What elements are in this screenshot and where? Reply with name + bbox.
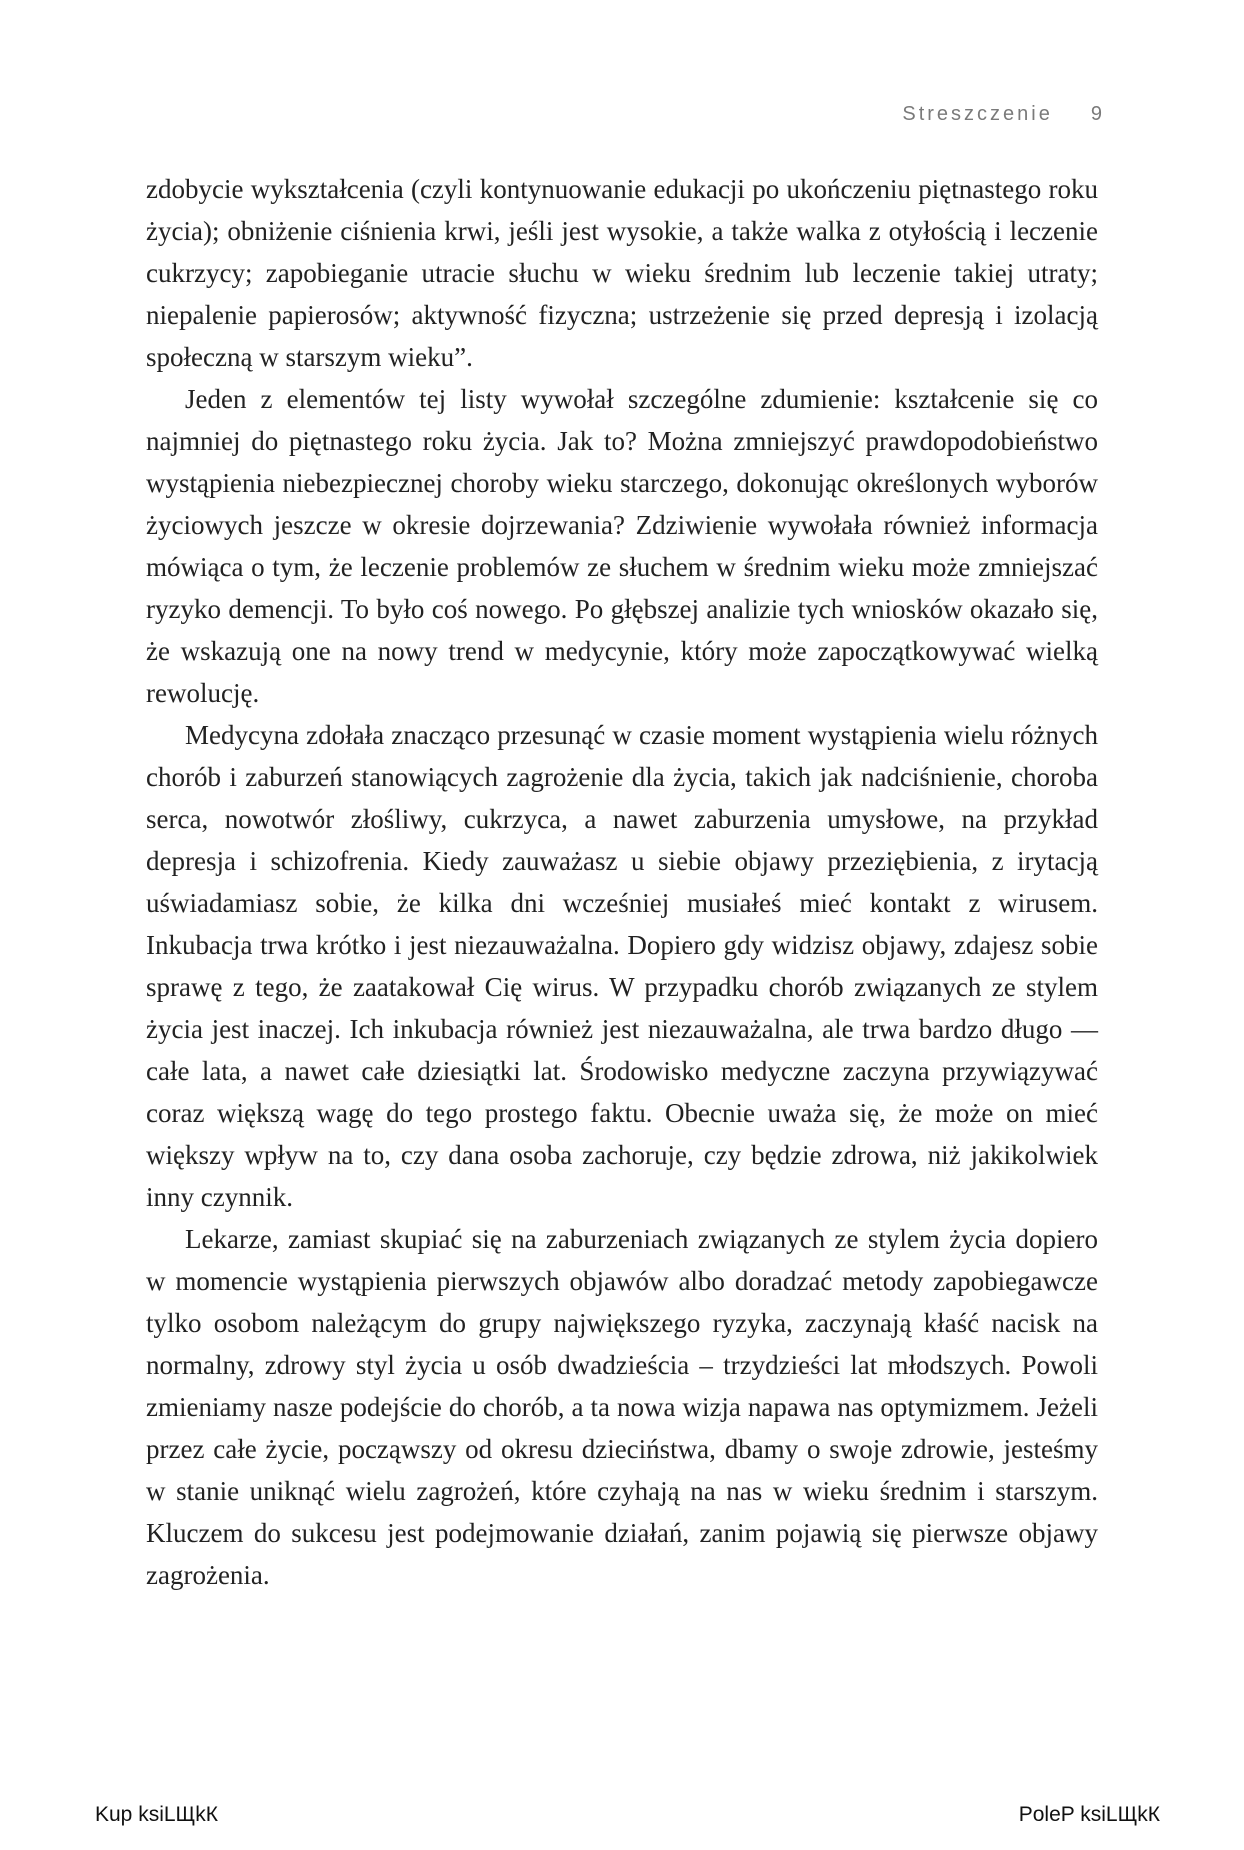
paragraph-2: Jeden z elementów tej listy wywołał szczególne zdumienie: kształcenie się co najmniej do piętnastego roku życia. Jak to? Można zmniejszyć prawdopodobieństwo wystąpienia niebezpiecznej choroby wieku starczego, dokonując określonych wyborów życiowych jeszcze w okresie dojrzewania? Zdziwienie wywołała również informacja mówiąca o tym, że leczenie problemów ze słuchem w średnim wieku może zmniejszać ryzyko demencji. To było coś nowego. Po głębszej analizie tych wniosków okazało się, że wskazują one na nowy trend w medycynie, który może zapoczątkowywać wielką rewolucję. — [146, 384, 1098, 708]
page-number: 9 — [1090, 103, 1102, 125]
running-head — [902, 103, 1102, 126]
paragraph-1: zdobycie wykształcenia (czyli kontynuowanie edukacji po ukończeniu piętnastego roku życia); obniżenie ciśnienia krwi, jeśli jest wysokie, a także walka z otyłością i leczenie cukrzycy; zapobieganie utracie słuchu w wieku średnim lub leczenie takiej utraty; niepalenie papierosów; aktywność fizyczna; ustrzeżenie się przed depresją i izolacją społeczną w starszym wieku”. — [146, 174, 1098, 372]
buy-book-link[interactable]: Kup ksiLЩkК — [95, 1803, 218, 1826]
section-title: Streszczenie — [902, 103, 1053, 125]
paragraph-4: Lekarze, zamiast skupiać się na zaburzeniach związanych ze stylem życia dopiero w momencie wystąpienia pierwszych objawów albo doradzać metody zapobiegawcze tylko osobom należącym do grupy największego ryzyka, zaczynają kłaść nacisk na normalny, zdrowy styl życia u osób dwadzieścia – trzydzieści lat młodszych. Powoli zmieniamy nasze podejście do chorób, a ta nowa wizja napawa nas optymizmem. Jeżeli przez całe życie, począwszy od okresu dzieciństwa, dbamy o swoje zdrowie, jesteśmy w stanie uniknąć wielu zagrożeń, które czyhają na nas w wieku średnim i starszym. Kluczem do sukcesu jest podejmowanie działań, zanim pojawią się pierwsze objawy zagrożenia. — [146, 1224, 1098, 1590]
paragraph-3: Medycyna zdołała znacząco przesunąć w czasie moment wystąpienia wielu różnych chorób i zaburzeń stanowiących zagrożenie dla życia, takich jak nadciśnienie, choroba serca, nowotwór złośliwy, cukrzyca, a nawet zaburzenia umysłowe, na przykład depresja i schizofrenia. Kiedy zauważasz u siebie objawy przeziębienia, z irytacją uświadamiasz sobie, że kilka dni wcześniej musiałeś mieć kontakt z wirusem. Inkubacja trwa krótko i jest niezauważalna. Dopiero gdy widzisz objawy, zdajesz sobie sprawę z tego, że zaatakował Cię wirus. W przypadku chorób związanych ze stylem życia jest inaczej. Ich inkubacja również jest niezauważalna, ale trwa bardzo długo — całe lata, a nawet całe dziesiątki lat. Środowisko medyczne zaczyna przywiązywać coraz większą wagę do tego prostego faktu. Obecnie uważa się, że może on mieć większy wpływ na to, czy dana osoba zachoruje, czy będzie zdrowa, niż jakikolwiek inny czynnik. — [146, 720, 1098, 1212]
body-text — [146, 168, 1098, 1596]
recommend-book-link[interactable]: PoleP ksiLЩkК — [1018, 1803, 1160, 1826]
